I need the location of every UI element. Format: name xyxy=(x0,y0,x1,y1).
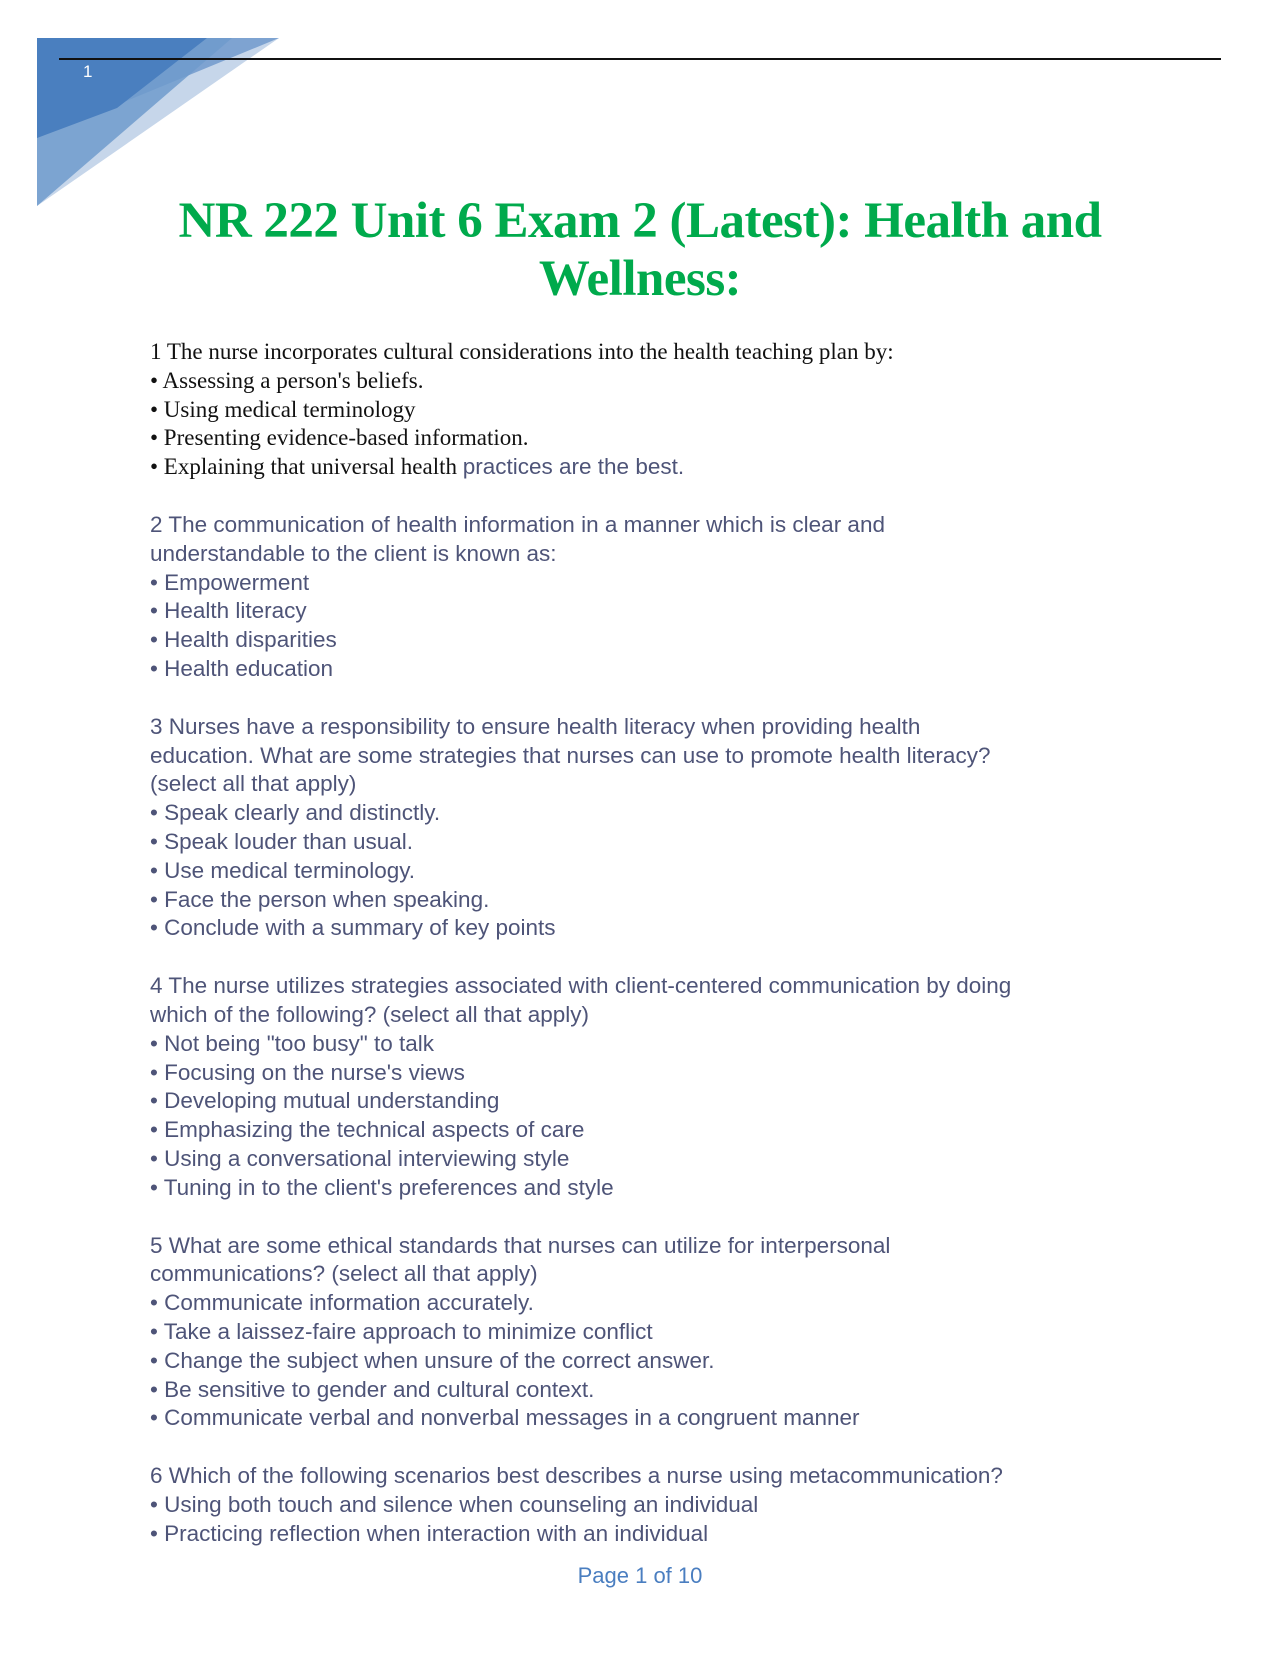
question-6-text-line-1: 6 Which of the following scenarios best describes a nurse using metacommunication? xyxy=(150,1463,1003,1489)
question-1-option-4-sans: practices are the best. xyxy=(462,454,685,480)
question-5-option-5: • Communicate verbal and nonverbal messages in a congruent manner xyxy=(150,1405,860,1431)
question-1-option-4-serif: • Explaining that universal health xyxy=(150,454,463,480)
question-1-text: 1 The nurse incorporates cultural considerations into the health teaching plan by: xyxy=(150,339,894,364)
question-5-option-3: • Change the subject when unsure of the correct answer. xyxy=(150,1347,715,1373)
question-3-text-line-2: education. What are some strategies that nurses can use to promote health literacy? xyxy=(150,742,991,768)
question-2-option-3: • Health disparities xyxy=(150,627,337,653)
question-3-option-5: • Conclude with a summary of key points xyxy=(150,915,556,941)
question-3-option-1: • Speak clearly and distinctly. xyxy=(150,800,441,826)
question-3-text-line-3: (select all that apply) xyxy=(150,771,357,797)
question-6-option-1: • Using both touch and silence when counseling an individual xyxy=(150,1491,759,1517)
question-1-option-4 xyxy=(150,453,1150,482)
question-4-text-line-2: which of the following? (select all that apply) xyxy=(150,1001,589,1027)
question-4-option-4: • Emphasizing the technical aspects of care xyxy=(150,1117,585,1143)
page-footer: Page 1 of 10 xyxy=(577,1563,703,1588)
question-5-text-line-2: communications? (select all that apply) xyxy=(150,1261,538,1287)
header-page-number: 1 xyxy=(83,62,93,81)
question-4-text-line-1: 4 The nurse utilizes strategies associated with client-centered communication by doing xyxy=(150,973,1012,999)
question-3-option-3: • Use medical terminology. xyxy=(150,857,416,883)
question-2-option-2: • Health literacy xyxy=(150,598,307,624)
question-5-option-2: • Take a laissez-faire approach to minimize conflict xyxy=(150,1318,653,1344)
question-2-text-line-2: understandable to the client is known as: xyxy=(150,540,557,566)
question-4-option-1: • Not being "too busy" to talk xyxy=(150,1030,435,1056)
question-4-option-2: • Focusing on the nurse's views xyxy=(150,1059,465,1085)
question-5-option-1: • Communicate information accurately. xyxy=(150,1290,534,1316)
question-2-text-line-1: 2 The communication of health information in a manner which is clear and xyxy=(150,511,885,537)
document-title: NR 222 Unit 6 Exam 2 (Latest): Health and Wellness: xyxy=(178,193,1102,307)
question-4-option-3: • Developing mutual understanding xyxy=(150,1088,500,1114)
header-rule xyxy=(59,58,1221,60)
question-1-option-1: • Assessing a person's beliefs. xyxy=(150,367,424,393)
question-6-option-2: • Practicing reflection when interaction with an individual xyxy=(150,1520,709,1546)
question-1-option-3: • Presenting evidence-based information. xyxy=(150,425,529,451)
question-3-option-4: • Face the person when speaking. xyxy=(150,886,490,912)
question-4-option-5: • Using a conversational interviewing style xyxy=(150,1145,570,1171)
question-2-option-4: • Health education xyxy=(150,655,333,681)
question-2-option-1: • Empowerment xyxy=(150,569,310,595)
question-4-option-6: • Tuning in to the client's preferences and style xyxy=(150,1174,614,1200)
question-5-option-4: • Be sensitive to gender and cultural context. xyxy=(150,1376,595,1402)
question-3-text-line-1: 3 Nurses have a responsibility to ensure health literacy when providing health xyxy=(150,713,921,739)
question-5-text-line-1: 5 What are some ethical standards that nurses can utilize for interpersonal xyxy=(150,1232,891,1258)
corner-decoration-icon xyxy=(37,38,279,206)
document-body xyxy=(150,338,1150,1548)
question-1-option-2: • Using medical terminology xyxy=(150,396,416,422)
question-3-option-2: • Speak louder than usual. xyxy=(150,828,414,854)
